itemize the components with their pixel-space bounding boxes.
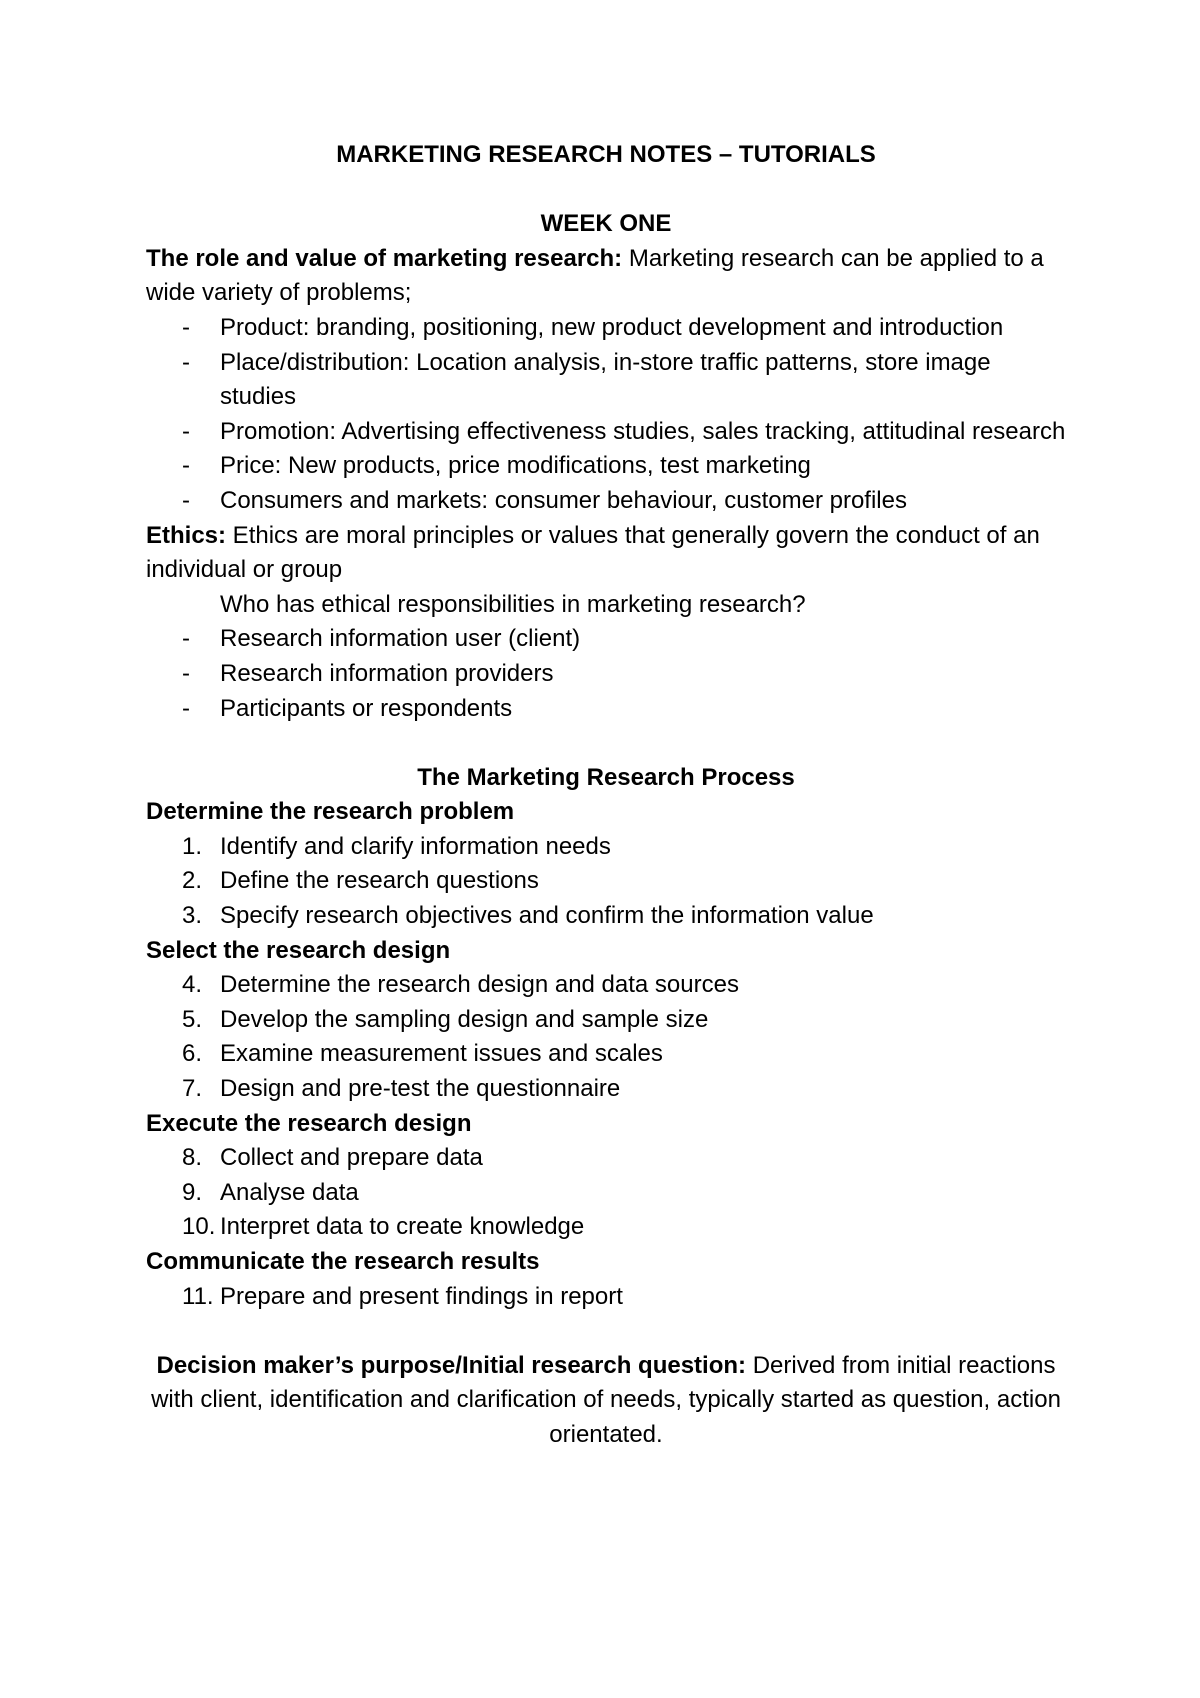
step-number: 10.: [182, 1213, 216, 1241]
decision-term: Decision maker’s purpose/Initial research question:: [156, 1351, 747, 1379]
list-item-text: Consumers and markets: consumer behaviour, customer profiles: [220, 486, 907, 514]
list-item-text: Price: New products, price modifications, test marketing: [220, 452, 811, 480]
section-heading: Select the research design: [146, 936, 451, 964]
step-number: 8.: [182, 1144, 203, 1172]
spacer: [146, 173, 1066, 208]
bullet-dash: -: [182, 694, 190, 722]
numbered-step: [146, 830, 1066, 865]
section-heading: Communicate the research results: [146, 1248, 540, 1275]
ethics-text: Ethics are moral principles or values that generally govern the conduct of an individual or group: [146, 521, 1040, 584]
numbered-step: [146, 864, 1066, 899]
bullet-dash: -: [182, 625, 190, 653]
numbered-step: [146, 1003, 1066, 1038]
list-item-text: Research information providers: [220, 659, 554, 687]
list-item: [146, 311, 1066, 346]
role-text: Marketing research can be applied to a wide variety of problems;: [146, 244, 1044, 307]
step-number: 3.: [182, 902, 203, 930]
ethics-question: Who has ethical responsibilities in marketing research?: [220, 590, 806, 618]
numbered-step: [146, 1280, 1066, 1315]
step-number: 6.: [182, 1040, 203, 1068]
section-heading: Determine the research problem: [146, 798, 515, 826]
step-number: 7.: [182, 1075, 203, 1103]
bullet-dash: -: [182, 417, 190, 445]
step-number: 1.: [182, 832, 203, 860]
ethics-term: Ethics:: [146, 521, 227, 549]
step-text: Prepare and present findings in report: [220, 1282, 623, 1310]
step-text: Examine measurement issues and scales: [220, 1040, 663, 1068]
step-text: Identify and clarify information needs: [220, 832, 611, 860]
step-number: 4.: [182, 971, 203, 999]
numbered-step: [146, 899, 1066, 934]
numbered-step: [146, 968, 1066, 1003]
list-item-text: Place/distribution: Location analysis, in-store traffic patterns, store image studies: [220, 348, 991, 411]
numbered-step: [146, 1210, 1066, 1245]
list-item: [146, 622, 1066, 657]
list-item: [146, 449, 1066, 484]
process-heading: The Marketing Research Process: [417, 763, 795, 791]
step-text: Interpret data to create knowledge: [220, 1213, 585, 1241]
step-text: Specify research objectives and confirm the information value: [220, 902, 874, 930]
bullet-dash: -: [182, 659, 190, 687]
step-text: Develop the sampling design and sample size: [220, 1005, 709, 1033]
document-page: [146, 138, 1066, 1453]
document-title: MARKETING RESEARCH NOTES – TUTORIALS: [336, 141, 876, 168]
list-item-text: Product: branding, positioning, new product development and introduction: [220, 313, 1004, 341]
spacer: [146, 1314, 1066, 1349]
list-item-text: Participants or respondents: [220, 694, 513, 722]
list-item: [146, 692, 1066, 727]
step-text: Design and pre-test the questionnaire: [220, 1075, 621, 1103]
numbered-step: [146, 1176, 1066, 1211]
step-text: Determine the research design and data sources: [220, 971, 739, 999]
step-number: 5.: [182, 1005, 203, 1033]
step-text: Collect and prepare data: [220, 1144, 483, 1172]
role-paragraph: [146, 242, 1066, 311]
bullet-dash: -: [182, 348, 190, 376]
week-heading: WEEK ONE: [540, 210, 672, 238]
numbered-step: [146, 1037, 1066, 1072]
list-item: [146, 415, 1066, 450]
role-term: The role and value of marketing research:: [146, 244, 623, 272]
step-number: 9.: [182, 1178, 203, 1206]
bullet-dash: -: [182, 313, 190, 341]
list-item-text: Research information user (client): [220, 625, 581, 653]
list-item: [146, 657, 1066, 692]
list-item: [146, 346, 1066, 415]
spacer: [146, 726, 1066, 761]
step-text: Define the research questions: [220, 867, 539, 895]
step-number: 11.: [182, 1282, 214, 1310]
section-heading: Execute the research design: [146, 1109, 472, 1137]
list-item: [146, 484, 1066, 519]
bullet-dash: -: [182, 486, 190, 514]
numbered-step: [146, 1141, 1066, 1176]
decision-text: Derived from initial reactions with client, identification and clarification of needs, typically started as question, action orientated.: [151, 1351, 1061, 1448]
step-text: Analyse data: [220, 1178, 359, 1206]
numbered-step: [146, 1072, 1066, 1107]
step-number: 2.: [182, 867, 203, 895]
ethics-paragraph: [146, 519, 1066, 588]
list-item-text: Promotion: Advertising effectiveness studies, sales tracking, attitudinal research: [220, 417, 1066, 445]
bullet-dash: -: [182, 452, 190, 480]
decision-paragraph: [146, 1349, 1066, 1453]
